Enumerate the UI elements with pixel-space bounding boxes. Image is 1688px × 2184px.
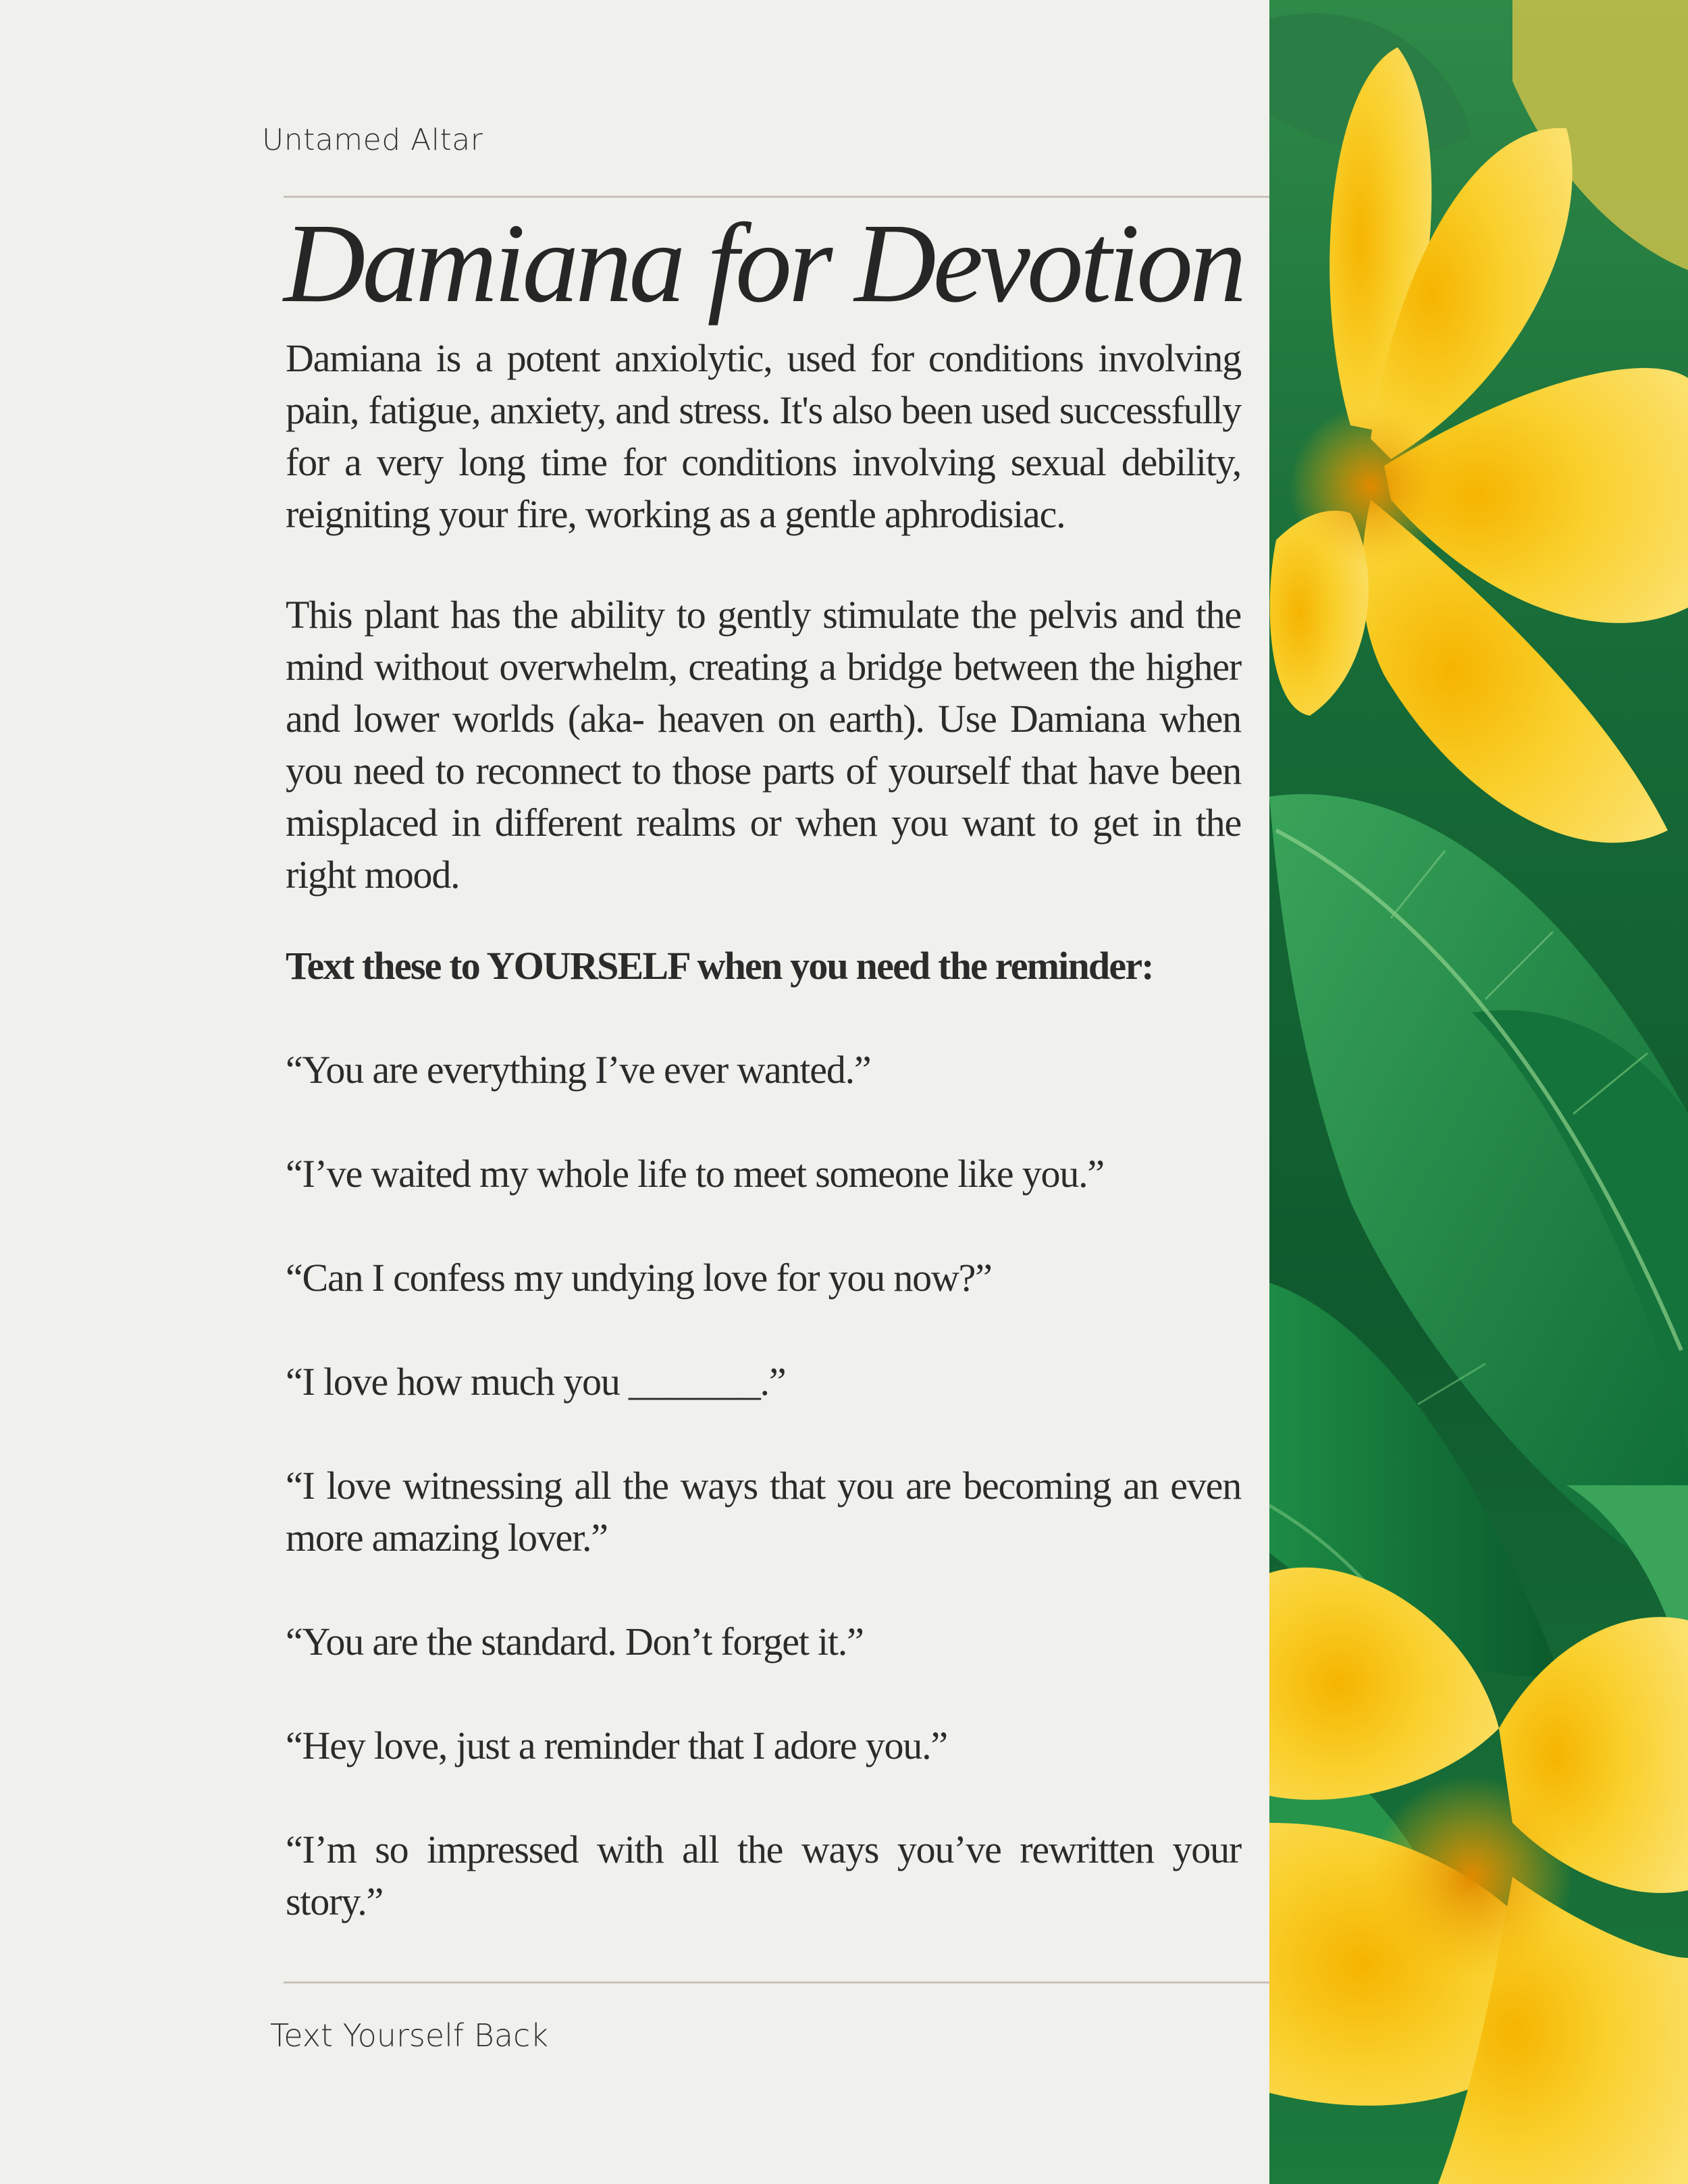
affirmation-item: “I love witnessing all the ways that you are becoming an even more amazing lover.” (286, 1464, 1241, 1560)
brand-name: Untamed Altar (262, 123, 483, 157)
affirmation-item: “Hey love, just a reminder that I adore you.” (286, 1724, 947, 1767)
top-divider (284, 196, 1269, 198)
bottom-divider (284, 1981, 1269, 1983)
flower-center (1290, 405, 1452, 567)
affirmation-item: “I love how much you _______.” (286, 1360, 786, 1404)
affirmation-item: “I’m so impressed with all the ways you’ve rewritten your story.” (286, 1828, 1241, 1923)
affirmation-item: “You are the standard. Don’t forget it.” (286, 1620, 864, 1663)
intro-paragraph-1: Damiana is a potent anxiolytic, used for conditions involving pain, fatigue, anxiety, and stress. It's also been used successfully for a very long time for conditions involving sexual debility, reigniting your fire, working as a gentle aphrodisiac. (286, 336, 1241, 536)
affirmation-item: “You are everything I’ve ever wanted.” (286, 1048, 871, 1092)
page-title: Damiana for Devotion (284, 201, 1244, 326)
affirmation-item: “I’ve waited my whole life to meet someone like you.” (286, 1152, 1104, 1196)
affirmation-item: “Can I confess my undying love for you now?” (286, 1256, 992, 1300)
intro-paragraph-2: This plant has the ability to gently stimulate the pelvis and the mind without overwhelm, creating a bridge between the higher and lower worlds (aka- heaven on earth). Use Damiana when you need to reconnect to those parts of yourself that have been misplaced in different realms or when you want to get in the right mood. (286, 593, 1241, 897)
article-body (286, 332, 1241, 1927)
flower-photo (1269, 0, 1688, 2184)
affirmations-heading: Text these to YOURSELF when you need the reminder: (286, 944, 1153, 988)
flower-center (1371, 1776, 1573, 1978)
footer-label: Text Yourself Back (270, 2017, 548, 2054)
